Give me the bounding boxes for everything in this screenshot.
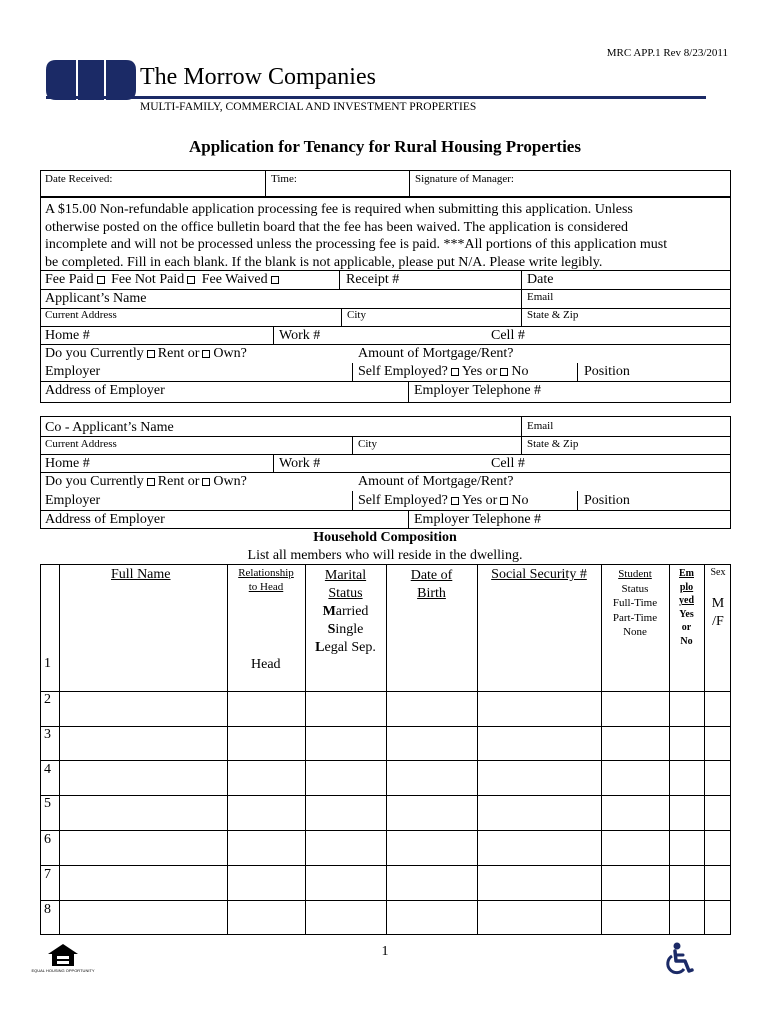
col-date-of-birth: Date of Birth	[410, 568, 453, 601]
applicant-rent-checkbox[interactable]	[147, 350, 155, 358]
col-full-name: Full Name	[111, 567, 171, 582]
company-tagline: MULTI-FAMILY, COMMERCIAL AND INVESTMENT PROPERTIES	[140, 101, 477, 113]
fee-date-field[interactable]: Date	[527, 272, 554, 287]
coapplicant-own-checkbox[interactable]	[202, 478, 210, 486]
coapplicant-own-label: Own?	[213, 474, 247, 489]
col-social-security: Social Security #	[491, 567, 587, 582]
coapplicant-home-phone-field[interactable]: Home #	[45, 456, 90, 471]
office-use-box	[40, 170, 731, 197]
applicant-employer-address-field[interactable]: Address of Employer	[45, 383, 165, 398]
receipt-field[interactable]: Receipt #	[346, 272, 400, 287]
row-number: 1	[44, 656, 51, 671]
applicant-self-employed-label: Self Employed?	[358, 364, 448, 379]
coapplicant-email-field[interactable]: Email	[527, 420, 554, 432]
row-number: 5	[44, 796, 51, 811]
coapplicant-position-field[interactable]: Position	[584, 493, 630, 508]
row-number: 3	[44, 727, 51, 742]
applicant-self-yes-label: Yes or	[461, 364, 498, 379]
applicant-own-label: Own?	[213, 346, 247, 361]
fee-paid-label: Fee Paid	[45, 272, 94, 287]
coapplicant-rent-label: Rent or	[157, 474, 200, 489]
date-received-field[interactable]: Date Received:	[45, 173, 113, 185]
time-field[interactable]: Time:	[271, 173, 297, 185]
household-table	[40, 564, 731, 935]
coapplicant-city-field[interactable]: City	[358, 438, 377, 450]
coapplicant-work-phone-field[interactable]: Work #	[279, 456, 321, 471]
coapplicant-mortgage-field[interactable]: Amount of Mortgage/Rent?	[358, 474, 514, 489]
revision-label: MRC APP.1 Rev 8/23/2011	[606, 47, 728, 59]
eho-caption: EQUAL HOUSING OPPORTUNITY	[31, 968, 95, 973]
company-logo	[46, 60, 136, 100]
fee-not-paid-checkbox[interactable]	[187, 276, 195, 284]
fee-paid-checkbox[interactable]	[97, 276, 105, 284]
applicant-rent-own-label: Do you Currently	[45, 346, 144, 361]
coapplicant-self-no-label: No	[511, 493, 529, 508]
applicant-address-field[interactable]: Current Address	[45, 309, 117, 321]
head-of-household-label: Head	[251, 657, 281, 672]
applicant-cell-phone-field[interactable]: Cell #	[491, 328, 525, 343]
col-marital-status: Marital Status Married Single Legal Sep.	[315, 568, 376, 655]
row-numbers	[40, 564, 58, 935]
row-number: 2	[44, 692, 51, 707]
row-number: 7	[44, 867, 51, 882]
page-number: 1	[381, 944, 389, 959]
applicant-rent-label: Rent or	[157, 346, 200, 361]
coapplicant-self-employed-label: Self Employed?	[358, 493, 448, 508]
coapplicant-section	[40, 416, 731, 529]
col-sex-values: M /F	[711, 596, 725, 629]
coapplicant-name-field[interactable]: Co - Applicant’s Name	[45, 420, 174, 435]
household-subtitle: List all members who will reside in the dwelling.	[247, 548, 523, 563]
coapplicant-employer-phone-field[interactable]: Employer Telephone #	[414, 512, 542, 527]
coapplicant-self-no-checkbox[interactable]	[500, 497, 508, 505]
coapplicant-rent-own-label: Do you Currently	[45, 474, 144, 489]
applicant-work-phone-field[interactable]: Work #	[279, 328, 321, 343]
row-number: 4	[44, 762, 51, 777]
applicant-city-field[interactable]: City	[347, 309, 366, 321]
applicant-self-no-label: No	[511, 364, 529, 379]
fee-notice: A $15.00 Non-refundable application processing fee is required when submitting this application. Unless otherwise posted on the office bulletin board that the fee has been waived. The application is considered incomplete and will not be processed unless the processing fee is paid. ***All portions of this application must be completed. Fill in each blank. If the blank is not applicable, please put N/A. Please write legibly.	[45, 202, 668, 270]
household-title: Household Composition	[313, 530, 457, 545]
coapplicant-address-field[interactable]: Current Address	[45, 438, 117, 450]
col-relationship: Relationship to Head	[238, 567, 294, 593]
applicant-own-checkbox[interactable]	[202, 350, 210, 358]
manager-signature-field[interactable]: Signature of Manager:	[415, 173, 514, 185]
applicant-self-yes-checkbox[interactable]	[451, 368, 459, 376]
applicant-state-zip-field[interactable]: State & Zip	[527, 309, 579, 321]
applicant-name-field[interactable]: Applicant’s Name	[45, 291, 147, 306]
applicant-employer-phone-field[interactable]: Employer Telephone #	[414, 383, 542, 398]
applicant-position-field[interactable]: Position	[584, 364, 630, 379]
applicant-mortgage-field[interactable]: Amount of Mortgage/Rent?	[358, 346, 514, 361]
page-title: Application for Tenancy for Rural Housing Properties	[189, 137, 581, 156]
header-rule	[46, 96, 706, 99]
coapplicant-self-yes-checkbox[interactable]	[451, 497, 459, 505]
coapplicant-state-zip-field[interactable]: State & Zip	[527, 438, 579, 450]
row-number: 6	[44, 832, 51, 847]
applicant-self-no-checkbox[interactable]	[500, 368, 508, 376]
applicant-employer-field[interactable]: Employer	[45, 364, 101, 379]
company-name: The Morrow Companies	[140, 64, 376, 90]
coapplicant-employer-field[interactable]: Employer	[45, 493, 101, 508]
applicant-email-field[interactable]: Email	[527, 291, 554, 303]
coapplicant-self-yes-label: Yes or	[461, 493, 498, 508]
col-student-status: Student Status Full-Time Part-Time None	[612, 568, 658, 638]
coapplicant-employer-address-field[interactable]: Address of Employer	[45, 512, 165, 527]
row-number: 8	[44, 902, 51, 917]
coapplicant-cell-phone-field[interactable]: Cell #	[491, 456, 525, 471]
fee-waived-label: Fee Waived	[201, 272, 268, 287]
fee-waived-checkbox[interactable]	[271, 276, 279, 284]
applicant-section	[40, 197, 731, 403]
col-sex: Sex	[710, 567, 726, 578]
coapplicant-rent-checkbox[interactable]	[147, 478, 155, 486]
applicant-home-phone-field[interactable]: Home #	[45, 328, 90, 343]
wheelchair-accessible-icon	[660, 941, 696, 977]
col-employed: Em plo yed Yes or No	[679, 568, 694, 647]
fee-not-paid-label: Fee Not Paid	[111, 272, 185, 287]
